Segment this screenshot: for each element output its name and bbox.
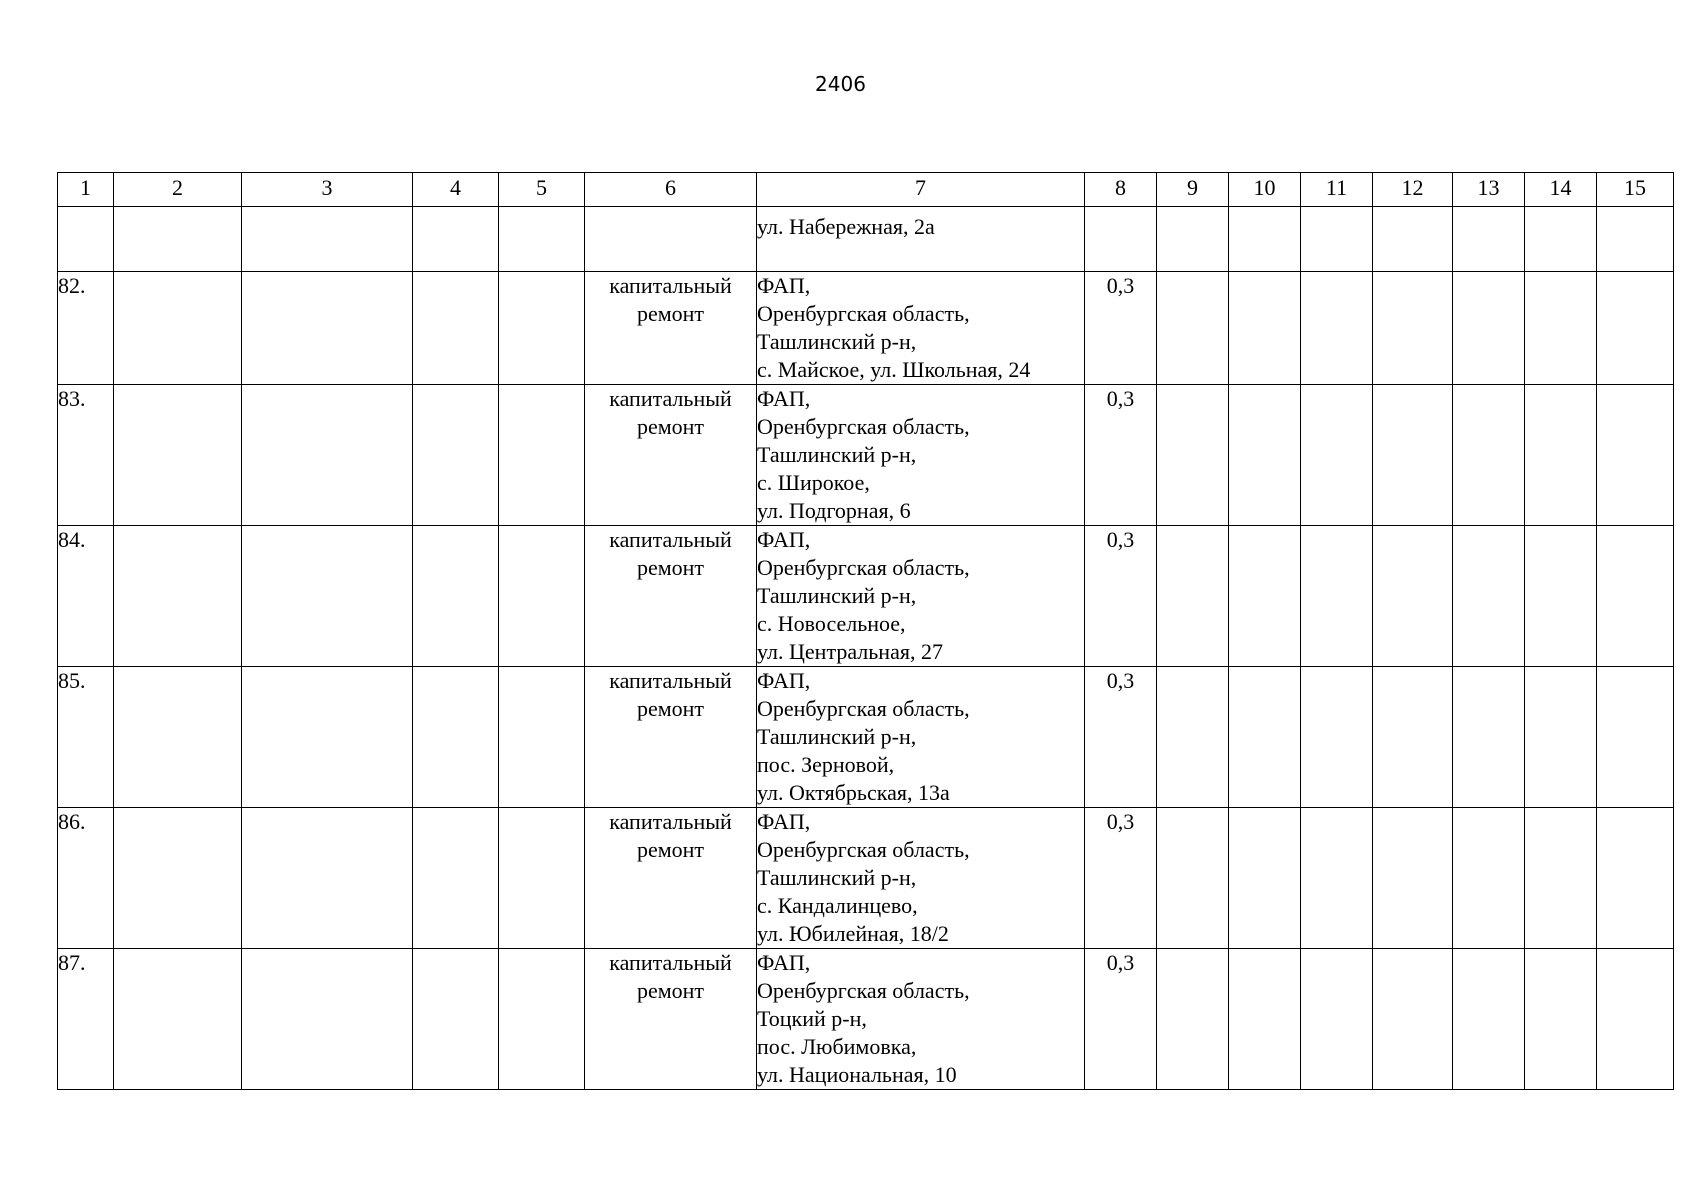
value-cell: 0,3 — [1085, 272, 1157, 385]
table-cell — [1525, 207, 1597, 272]
address-cell — [757, 272, 1085, 385]
table-cell — [114, 949, 242, 1090]
address-cell — [757, 667, 1085, 808]
table-cell — [242, 808, 413, 949]
table-cell — [1525, 272, 1597, 385]
table-cell — [1453, 667, 1525, 808]
registry-table — [57, 172, 1674, 1090]
table-cell — [413, 272, 499, 385]
table-row — [58, 385, 1674, 526]
continuation-row — [58, 207, 1674, 272]
address-line: ФАП, — [757, 950, 811, 975]
table-cell — [1597, 385, 1674, 526]
table-cell — [1373, 949, 1453, 1090]
table-cell — [499, 949, 585, 1090]
address-cell — [757, 949, 1085, 1090]
address-line: Оренбургская область, — [757, 414, 970, 439]
table-cell — [499, 808, 585, 949]
table-cell — [1229, 808, 1301, 949]
table-cell — [1453, 207, 1525, 272]
address-line: Ташлинский р-н, — [757, 329, 917, 354]
table-row — [58, 667, 1674, 808]
table-cell — [413, 808, 499, 949]
address-line: ул. Юбилейная, 18/2 — [757, 921, 949, 946]
table-cell — [242, 526, 413, 667]
table-cell — [1301, 385, 1373, 526]
value-cell: 0,3 — [1085, 949, 1157, 1090]
table-cell — [1157, 272, 1229, 385]
table-cell — [1301, 207, 1373, 272]
address-line: ФАП, — [757, 527, 811, 552]
table-cell — [1301, 808, 1373, 949]
address-line: Ташлинский р-н, — [757, 865, 917, 890]
work-type-line: капитальный — [609, 668, 732, 693]
table-cell — [1597, 207, 1674, 272]
column-header: 11 — [1301, 173, 1373, 207]
address-line: с. Майское, ул. Школьная, 24 — [757, 357, 1031, 382]
table-cell — [114, 667, 242, 808]
column-header: 6 — [585, 173, 757, 207]
address-line: ФАП, — [757, 273, 811, 298]
work-type-cell — [585, 949, 757, 1090]
address-cell — [757, 207, 1085, 272]
work-type-line: ремонт — [636, 414, 705, 439]
table-cell — [1525, 385, 1597, 526]
value-cell: 0,3 — [1085, 808, 1157, 949]
table-cell — [1373, 526, 1453, 667]
table-cell — [413, 385, 499, 526]
column-header: 10 — [1229, 173, 1301, 207]
address-line: с. Кандалинцево, — [757, 893, 918, 918]
value-cell: 0,3 — [1085, 385, 1157, 526]
address-line: ФАП, — [757, 809, 811, 834]
table-cell — [1597, 949, 1674, 1090]
address-cell — [757, 526, 1085, 667]
table-cell — [499, 667, 585, 808]
table-cell — [1229, 272, 1301, 385]
row-number-cell: 84. — [58, 526, 114, 667]
table-row — [58, 272, 1674, 385]
table-cell — [1597, 667, 1674, 808]
address-cell — [757, 385, 1085, 526]
table-cell — [1525, 526, 1597, 667]
table-cell — [114, 526, 242, 667]
table-cell — [499, 385, 585, 526]
table-cell — [499, 207, 585, 272]
table-cell — [1373, 808, 1453, 949]
column-header: 15 — [1597, 173, 1674, 207]
address-cell — [757, 808, 1085, 949]
work-type-line: капитальный — [609, 386, 732, 411]
work-type-line: ремонт — [636, 301, 705, 326]
table-row — [58, 949, 1674, 1090]
address-line: Ташлинский р-н, — [757, 583, 917, 608]
address-line: ул. Набережная, 2а — [757, 214, 935, 239]
table-cell — [1229, 385, 1301, 526]
table-cell — [1301, 667, 1373, 808]
table-cell — [1525, 808, 1597, 949]
table-cell — [413, 949, 499, 1090]
table-cell — [585, 207, 757, 272]
row-number-cell: 85. — [58, 667, 114, 808]
work-type-cell — [585, 667, 757, 808]
table-cell — [114, 272, 242, 385]
address-line: ФАП, — [757, 668, 811, 693]
table-row — [58, 526, 1674, 667]
table-cell — [1453, 272, 1525, 385]
table-cell — [1157, 385, 1229, 526]
address-line: Оренбургская область, — [757, 978, 970, 1003]
table-cell — [1373, 207, 1453, 272]
address-line: Тоцкий р-н, — [757, 1006, 867, 1031]
address-line: Оренбургская область, — [757, 837, 970, 862]
table-cell — [242, 667, 413, 808]
table-cell — [1229, 207, 1301, 272]
value-cell: 0,3 — [1085, 667, 1157, 808]
work-type-line: ремонт — [636, 555, 705, 580]
page-number: 2406 — [815, 72, 866, 96]
table-cell — [1373, 385, 1453, 526]
value-cell: 0,3 — [1085, 526, 1157, 667]
table-cell — [1157, 526, 1229, 667]
row-number-cell: 86. — [58, 808, 114, 949]
column-header: 13 — [1453, 173, 1525, 207]
address-line: с. Новосельное, — [757, 611, 906, 636]
work-type-line: ремонт — [636, 837, 705, 862]
table-cell — [114, 808, 242, 949]
column-header: 12 — [1373, 173, 1453, 207]
column-header: 9 — [1157, 173, 1229, 207]
column-header: 4 — [413, 173, 499, 207]
work-type-line: капитальный — [609, 527, 732, 552]
table-cell — [1301, 272, 1373, 385]
column-header: 1 — [58, 173, 114, 207]
table-cell — [1453, 808, 1525, 949]
table-cell — [1157, 207, 1229, 272]
table-cell — [1373, 272, 1453, 385]
table-row — [58, 808, 1674, 949]
table-cell — [1597, 526, 1674, 667]
address-line: ул. Центральная, 27 — [757, 639, 943, 664]
table-cell — [1157, 949, 1229, 1090]
address-line: Оренбургская область, — [757, 301, 970, 326]
address-line: ул. Национальная, 10 — [757, 1062, 957, 1087]
address-line: Оренбургская область, — [757, 696, 970, 721]
work-type-line: ремонт — [636, 696, 705, 721]
table-cell — [1597, 272, 1674, 385]
page-number-container — [0, 72, 1697, 96]
table-cell — [1597, 808, 1674, 949]
table-cell — [1085, 207, 1157, 272]
row-number-cell: 83. — [58, 385, 114, 526]
table-cell — [1453, 526, 1525, 667]
address-line: ул. Октябрьская, 13а — [757, 780, 950, 805]
address-line: Оренбургская область, — [757, 555, 970, 580]
column-header: 7 — [757, 173, 1085, 207]
address-line: Ташлинский р-н, — [757, 442, 917, 467]
column-header: 5 — [499, 173, 585, 207]
address-line: Ташлинский р-н, — [757, 724, 917, 749]
work-type-cell — [585, 272, 757, 385]
table-cell — [242, 385, 413, 526]
table-cell — [413, 667, 499, 808]
row-number-cell: 87. — [58, 949, 114, 1090]
column-header: 2 — [114, 173, 242, 207]
table-cell — [114, 385, 242, 526]
table-cell — [1453, 949, 1525, 1090]
work-type-line: капитальный — [609, 273, 732, 298]
work-type-cell — [585, 526, 757, 667]
table-cell — [242, 272, 413, 385]
table-cell — [1525, 949, 1597, 1090]
table-cell — [1157, 667, 1229, 808]
table-cell — [413, 207, 499, 272]
table-cell — [1301, 526, 1373, 667]
address-line: ФАП, — [757, 386, 811, 411]
address-line: с. Широкое, — [757, 470, 870, 495]
table-cell — [114, 207, 242, 272]
table-cell — [1453, 385, 1525, 526]
table-cell — [242, 207, 413, 272]
address-line: ул. Подгорная, 6 — [757, 498, 911, 523]
table-cell — [499, 526, 585, 667]
table-cell — [1525, 667, 1597, 808]
work-type-line: ремонт — [636, 978, 705, 1003]
table-cell — [1229, 949, 1301, 1090]
table-cell — [1301, 949, 1373, 1090]
table-cell — [58, 207, 114, 272]
table-cell — [1157, 808, 1229, 949]
work-type-line: капитальный — [609, 809, 732, 834]
table-cell — [499, 272, 585, 385]
table-cell — [413, 526, 499, 667]
work-type-line: капитальный — [609, 950, 732, 975]
table-cell — [242, 949, 413, 1090]
table-cell — [1229, 526, 1301, 667]
header-row — [58, 173, 1674, 207]
row-number-cell: 82. — [58, 272, 114, 385]
work-type-cell — [585, 385, 757, 526]
column-header: 3 — [242, 173, 413, 207]
table-cell — [1229, 667, 1301, 808]
column-header: 8 — [1085, 173, 1157, 207]
column-header: 14 — [1525, 173, 1597, 207]
address-line: пос. Любимовка, — [757, 1034, 917, 1059]
work-type-cell — [585, 808, 757, 949]
table-cell — [1373, 667, 1453, 808]
address-line: пос. Зерновой, — [757, 752, 895, 777]
